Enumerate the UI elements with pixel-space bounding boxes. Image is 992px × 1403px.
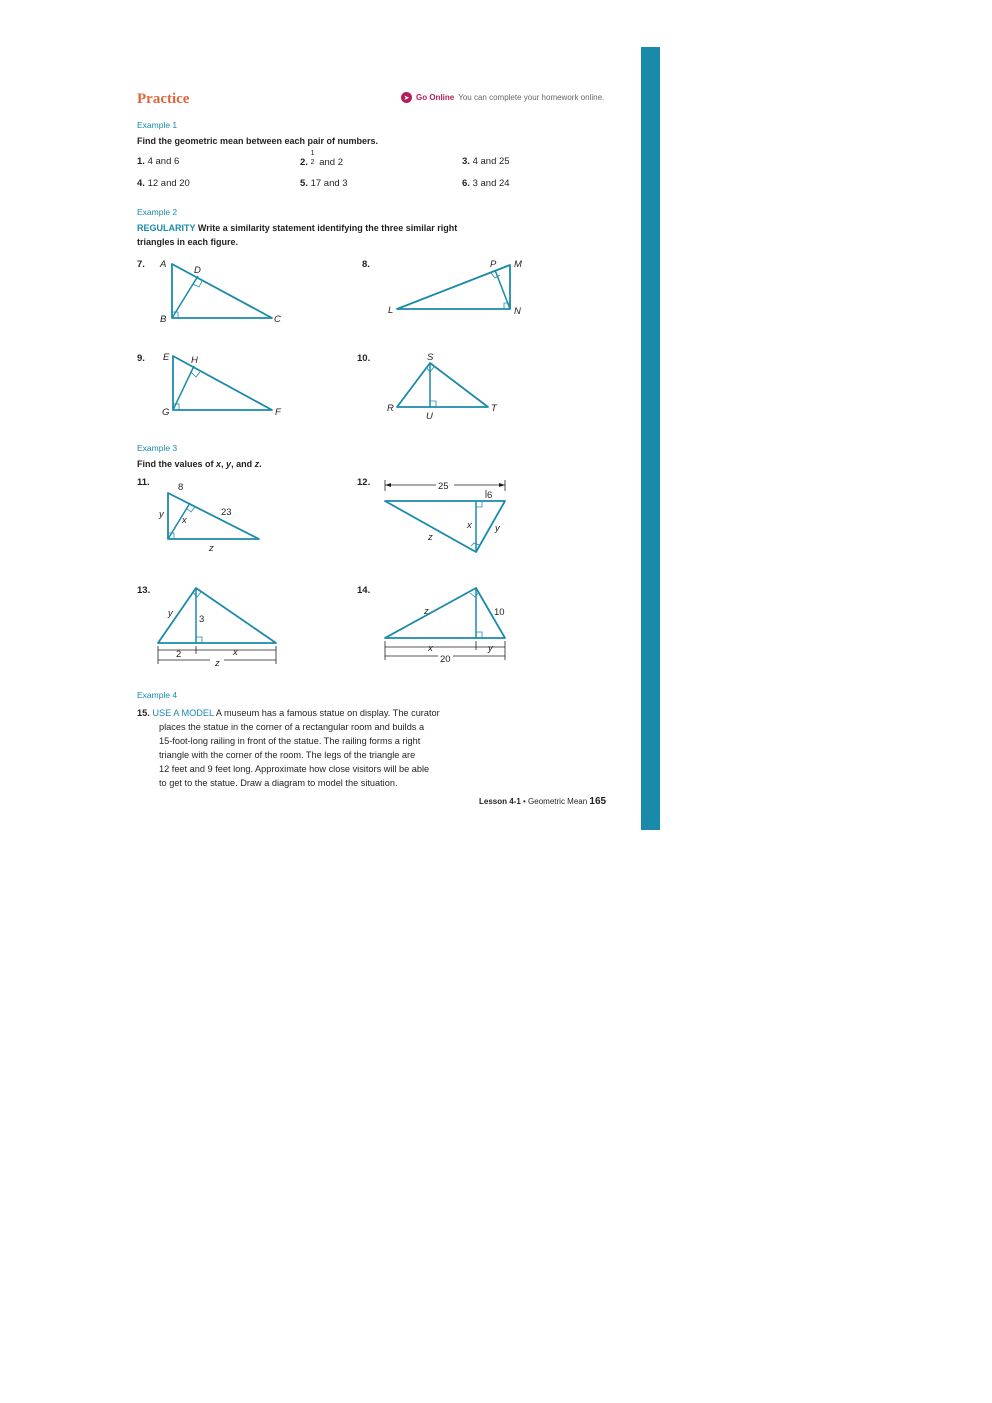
- label-r: R: [387, 403, 394, 414]
- label-l: L: [388, 305, 394, 316]
- separator: ,: [221, 459, 227, 469]
- triangle-outline: [397, 363, 488, 407]
- figure-13-number: 13.: [137, 585, 151, 596]
- problem-text-line: 15-foot-long railing in front of the statue. The railing forms a right: [159, 736, 421, 746]
- label-m: M: [514, 259, 522, 270]
- page-title: Practice: [137, 91, 190, 107]
- footer-lesson: Lesson 4-1: [479, 797, 521, 806]
- arrowhead: [385, 483, 391, 487]
- label-n: N: [514, 306, 521, 317]
- label-h: H: [191, 355, 198, 366]
- label-g: G: [162, 407, 170, 418]
- instructions-text: Write a similarity statement identifying the three similar right: [197, 223, 458, 233]
- go-online-text: You can complete your homework online.: [458, 93, 605, 102]
- figure-14-number: 14.: [357, 585, 371, 596]
- label-20: 20: [440, 654, 451, 665]
- label-10: 10: [494, 607, 505, 618]
- problem-text: 17 and 3: [310, 178, 348, 189]
- label-2: 2: [176, 649, 182, 660]
- footer-topic: Geometric Mean: [528, 797, 590, 806]
- instructions-text: Find the values of: [137, 459, 217, 469]
- figure-12-triangle: [385, 480, 505, 552]
- problem-text: 4 and 25: [472, 156, 510, 167]
- label-25: 25: [438, 481, 449, 492]
- figure-9-triangle: [162, 352, 282, 418]
- figure-11-number: 11.: [137, 477, 150, 488]
- right-angle-mark: [191, 372, 200, 377]
- label-y: y: [168, 608, 173, 619]
- problem-text-line: triangle with the corner of the room. The legs of the triangle are: [159, 750, 416, 760]
- right-angle-mark: [471, 543, 479, 546]
- problem-number: 1.: [137, 156, 145, 167]
- footer-bullet: •: [520, 797, 529, 806]
- triangle-outline: [172, 264, 272, 318]
- problem-number: 15.: [137, 708, 150, 718]
- label-x: x: [428, 643, 433, 654]
- label-d: D: [194, 265, 201, 276]
- separator: , and: [231, 459, 255, 469]
- figure-10-number: 10.: [357, 353, 371, 364]
- figure-8-triangle: [388, 259, 522, 317]
- variable-z: z: [254, 459, 260, 469]
- label-u: U: [426, 411, 433, 422]
- example-2-label: Example 2: [137, 207, 178, 217]
- period: .: [259, 459, 262, 469]
- label-t: T: [491, 403, 497, 414]
- label-z: z: [424, 606, 429, 617]
- label-z: z: [215, 658, 220, 669]
- page-number: 165: [589, 796, 607, 807]
- triangle-outline: [385, 588, 505, 638]
- figure-12-number: 12.: [357, 477, 371, 488]
- problem-text: 12 and 20: [147, 178, 190, 189]
- figure-10-triangle: [387, 352, 498, 422]
- fraction-numerator: 1: [310, 150, 315, 157]
- problem-number: 5.: [300, 178, 308, 189]
- right-angle-mark: [470, 592, 479, 597]
- problem-text-line: to get to the statue. Draw a diagram to model the situation.: [159, 778, 398, 788]
- label-y: y: [488, 643, 493, 654]
- problem-text-line: places the statue in the corner of a rectangular room and builds a: [159, 722, 425, 732]
- figure-8-number: 8.: [362, 259, 370, 270]
- label-e: E: [163, 352, 170, 363]
- label-6: 6: [487, 490, 493, 501]
- label-x: x: [233, 647, 238, 658]
- example-1-label: Example 1: [137, 120, 178, 130]
- arrowhead: [499, 483, 505, 487]
- label-x: x: [467, 520, 472, 531]
- problem-text: and 2: [319, 157, 343, 168]
- variable-x: x: [216, 459, 222, 469]
- figure-13-triangle: [158, 588, 276, 669]
- fraction-denominator: 2: [310, 159, 315, 166]
- label-8: 8: [178, 482, 184, 493]
- label-s: S: [427, 352, 434, 363]
- problem-text-line: A museum has a famous statue on display. The curator: [215, 708, 440, 718]
- cursor-click-icon: ➤: [401, 92, 412, 103]
- triangle-outline: [385, 501, 505, 552]
- example-3-label: Example 3: [137, 443, 178, 453]
- label-3: 3: [199, 614, 205, 625]
- label-z: z: [428, 532, 433, 543]
- use-a-model-keyword: USE A MODEL: [152, 708, 214, 718]
- go-online-label[interactable]: Go Online: [416, 93, 455, 102]
- triangle-outline: [173, 356, 272, 410]
- figure-11-triangle: [158, 482, 259, 554]
- triangle-outline: [397, 265, 510, 309]
- problem-text-line: 12 feet and 9 feet long. Approximate how close visitors will be able: [159, 764, 430, 774]
- triangle-outline: [158, 588, 276, 643]
- regularity-keyword: REGULARITY: [137, 223, 196, 233]
- label-a: A: [160, 259, 167, 270]
- right-angle-mark: [491, 273, 500, 278]
- problem-number: 6.: [462, 178, 470, 189]
- label-x: x: [182, 515, 187, 526]
- problem-text: 4 and 6: [147, 156, 180, 167]
- label-23: 23: [221, 507, 232, 518]
- problem-number: 2.: [300, 157, 308, 168]
- problem-number: 3.: [462, 156, 470, 167]
- figure-14-triangle: [385, 588, 505, 665]
- figure-9-number: 9.: [137, 353, 145, 364]
- altitude: [173, 366, 194, 410]
- label-y: y: [159, 509, 164, 520]
- figure-7-number: 7.: [137, 259, 145, 270]
- label-y: y: [495, 523, 500, 534]
- label-b: B: [160, 314, 167, 325]
- problem-text: 3 and 24: [472, 178, 510, 189]
- example-1-instructions: Find the geometric mean between each pair of numbers.: [137, 136, 379, 146]
- label-f: F: [275, 407, 281, 418]
- example-4-label: Example 4: [137, 690, 178, 700]
- problem-number: 4.: [137, 178, 145, 189]
- variable-y: y: [226, 459, 232, 469]
- label-c: C: [274, 314, 281, 325]
- example-2-instructions-line2: triangles in each figure.: [137, 237, 239, 247]
- right-angle-mark: [193, 592, 201, 597]
- label-z: z: [209, 543, 214, 554]
- label-p: P: [490, 259, 497, 270]
- figure-7-triangle: [159, 259, 281, 325]
